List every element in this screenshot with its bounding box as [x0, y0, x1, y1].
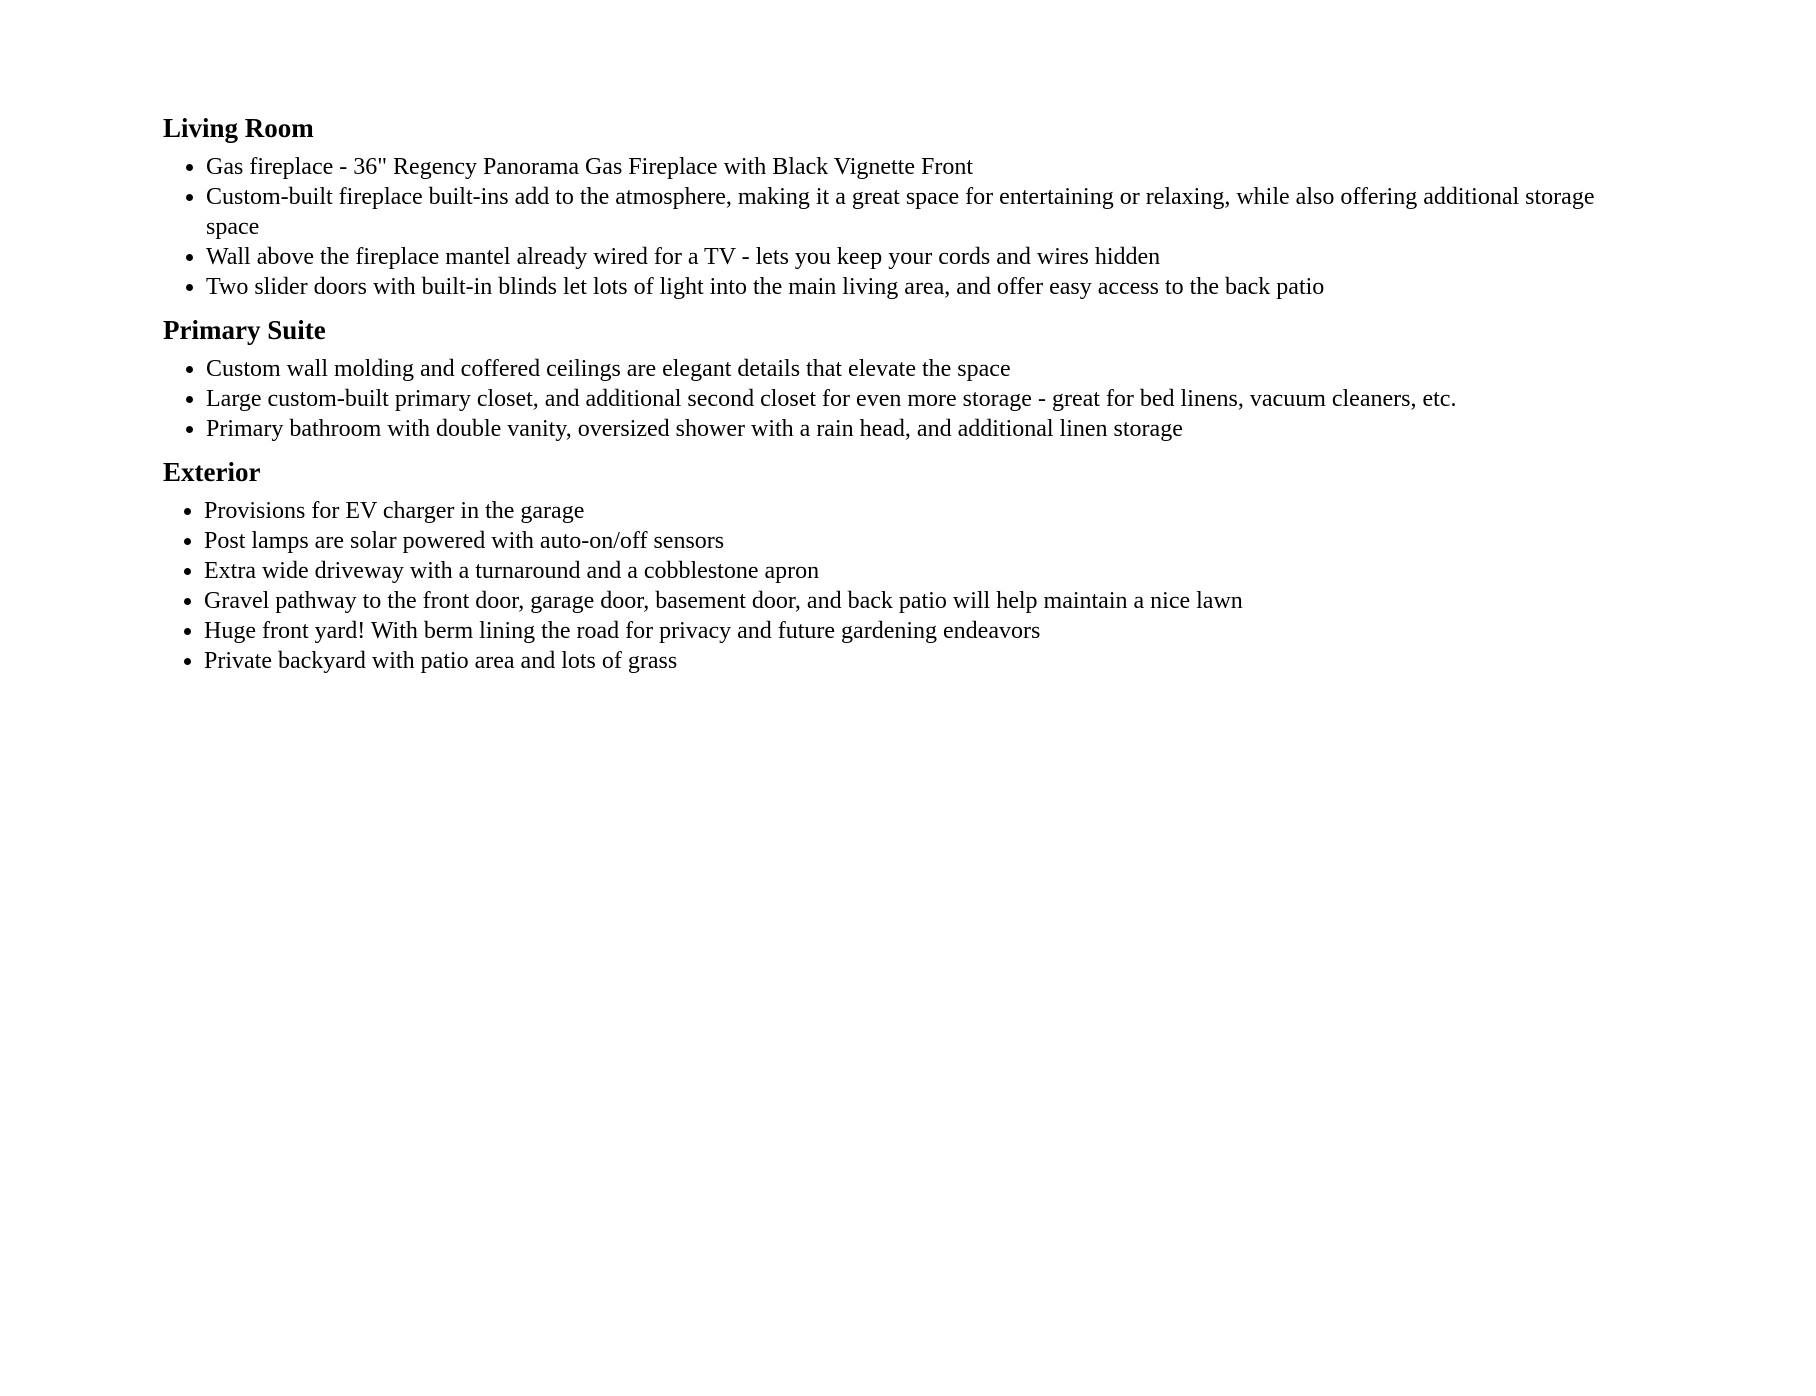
- living-room-list: [163, 152, 1623, 302]
- list-item: • Custom wall molding and coffered ceilings are elegant details that elevate the space: [206, 354, 1623, 384]
- list-item: • Extra wide driveway with a turnaround and a cobblestone apron: [204, 556, 1623, 586]
- primary-suite-list: [163, 354, 1623, 444]
- exterior-list: [163, 496, 1623, 676]
- list-item: • Gas fireplace - 36" Regency Panorama Gas Fireplace with Black Vignette Front: [206, 152, 1623, 182]
- list-item: • Wall above the fireplace mantel already wired for a TV - lets you keep your cords and wires hidden: [206, 242, 1623, 272]
- list-item: • Gravel pathway to the front door, garage door, basement door, and back patio will help maintain a nice lawn: [204, 586, 1623, 616]
- section-heading-primary-suite: Primary Suite: [163, 315, 326, 345]
- list-item: • Provisions for EV charger in the garage: [204, 496, 1623, 526]
- list-item: • Primary bathroom with double vanity, oversized shower with a rain head, and additional linen storage: [206, 414, 1623, 444]
- list-item: • Private backyard with patio area and lots of grass: [204, 646, 1623, 676]
- list-item: • Large custom-built primary closet, and additional second closet for even more storage - great for bed linens, vacuum cleaners, etc.: [206, 384, 1623, 414]
- list-item: • Custom-built fireplace built-ins add to the atmosphere, making it a great space for entertaining or relaxing, while also offering additional storage space: [206, 182, 1623, 242]
- section-heading-living-room: Living Room: [163, 113, 314, 143]
- section-heading-exterior: Exterior: [163, 457, 261, 487]
- document-body: [163, 112, 1623, 688]
- list-item: • Huge front yard! With berm lining the road for privacy and future gardening endeavors: [204, 616, 1623, 646]
- list-item: • Post lamps are solar powered with auto-on/off sensors: [204, 526, 1623, 556]
- list-item: • Two slider doors with built-in blinds let lots of light into the main living area, and offer easy access to the back patio: [206, 272, 1623, 302]
